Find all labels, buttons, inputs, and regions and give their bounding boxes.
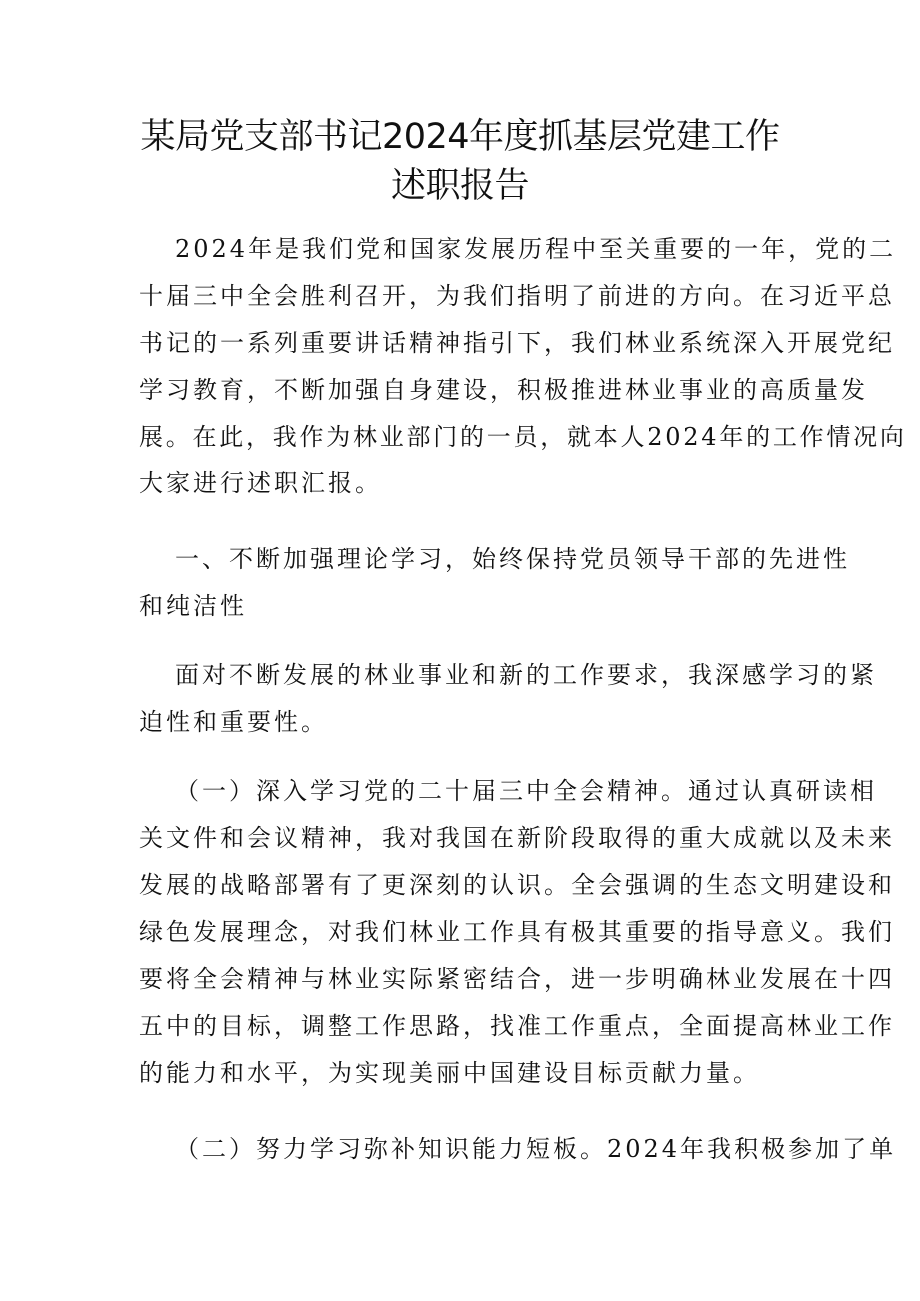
paragraph-line: 发展的战略部署有了更深刻的认识。全会强调的生态文明建设和 <box>139 871 895 899</box>
paragraph-line: （二）努力学习弥补知识能力短板。2024年我积极参加了单 <box>175 1135 897 1163</box>
paragraph-line: 绿色发展理念，对我们林业工作具有极其重要的指导意义。我们 <box>139 918 895 946</box>
paragraph-line: （一）深入学习党的二十届三中全会精神。通过认真研读相 <box>175 777 877 805</box>
paragraph-line: 展。在此，我作为林业部门的一员，就本人2024年的工作情况向 <box>139 423 907 451</box>
paragraph-line: 五中的目标，调整工作思路，找准工作重点，全面提高林业工作 <box>139 1012 895 1040</box>
paragraph-line: 十届三中全会胜利召开，为我们指明了前进的方向。在习近平总 <box>139 282 895 310</box>
heading-line: 一、不断加强理论学习，始终保持党员领导干部的先进性 <box>175 545 850 573</box>
paragraph-line: 的能力和水平，为实现美丽中国建设目标贡献力量。 <box>139 1059 760 1087</box>
paragraph-line: 大家进行述职汇报。 <box>139 469 382 497</box>
document-title-line-1: 某局党支部书记2024年度抓基层党建工作 <box>140 117 780 157</box>
paragraph-line: 面对不断发展的林业事业和新的工作要求，我深感学习的紧 <box>175 661 877 689</box>
heading-line: 和纯洁性 <box>139 592 247 620</box>
paragraph-line: 关文件和会议精神，我对我国在新阶段取得的重大成就以及未来 <box>139 824 895 852</box>
paragraph-line: 学习教育，不断加强自身建设，积极推进林业事业的高质量发 <box>139 376 868 404</box>
document-title-line-2: 述职报告 <box>390 166 529 206</box>
paragraph-line: 迫性和重要性。 <box>139 708 328 736</box>
paragraph-line: 要将全会精神与林业实际紧密结合，进一步明确林业发展在十四 <box>139 965 895 993</box>
paragraph-line: 2024年是我们党和国家发展历程中至关重要的一年，党的二 <box>175 235 897 263</box>
paragraph-line: 书记的一系列重要讲话精神指引下，我们林业系统深入开展党纪 <box>139 329 895 357</box>
